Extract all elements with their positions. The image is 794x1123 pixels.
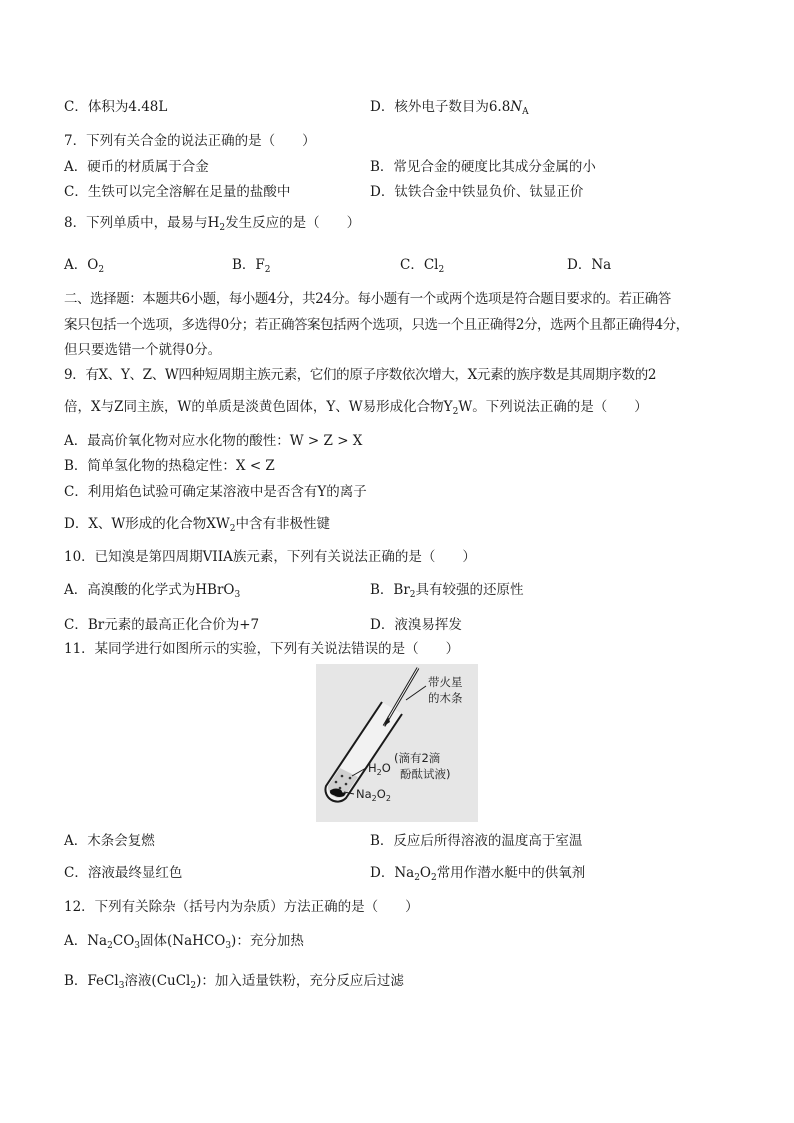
q6-option-c: C．体积为4.48L — [64, 99, 168, 115]
figure-label-note-1: (滴有2滴 — [394, 751, 441, 765]
section2-instructions-line2: 案只包括一个选项，多选得0分；若正确答案包括两个选项，只选一个且正确得2分，选两个且都正确得4分， — [64, 317, 689, 333]
q12-option-a: A．$Na_2CO_3$固体(NaHCO$_3$)：充分加热 — [64, 933, 304, 951]
q11-option-a: A．木条会复燃 — [64, 833, 155, 849]
q9-option-b: B．简单氢化物的热稳定性：X < Z — [64, 458, 275, 474]
q8-option-c: C．$Cl_2$ — [400, 257, 445, 275]
q11-option-b: B．反应后所得溶液的温度高于室温 — [370, 833, 583, 849]
q10-option-c: C．Br元素的最高正化合价为+7 — [64, 617, 260, 633]
q11-stem: 11．某同学进行如图所示的实验，下列有关说法错误的是（ ） — [64, 641, 460, 657]
figure-label-water: $H_2O$ — [368, 761, 391, 777]
q7-option-a: A．硬币的材质属于合金 — [64, 159, 209, 175]
q7-option-d: D．钛铁合金中铁显负价、钛显正价 — [370, 184, 584, 200]
figure-label-splint-2: 的木条 — [428, 691, 463, 705]
q10-option-b: B．$Br_2$具有较强的还原性 — [370, 582, 524, 600]
q9-stem-line1: 9．有X、Y、Z、W四种短周期主族元素，它们的原子序数依次增大，X元素的族序数是其周期序数的2 — [64, 367, 657, 383]
q11-experiment-figure — [316, 664, 478, 822]
q8-option-d: D．Na — [567, 257, 612, 273]
figure-label-note-2: 酚酞试液) — [400, 767, 451, 781]
q10-option-d: D．液溴易挥发 — [370, 617, 462, 633]
q12-option-b: B．FeCl$_3$溶液(CuCl$_2$)：加入适量铁粉，充分反应后过滤 — [64, 973, 404, 991]
q9-option-d: D．X、W形成的化合物$XW_2$中含有非极性键 — [64, 516, 331, 534]
figure-label-splint-1: 带火星 — [428, 675, 463, 689]
q9-stem-line2: 倍，X与Z同主族，W的单质是淡黄色固体，Y、W易形成化合物$Y_2W$。下列说法正确的是（ ） — [64, 399, 648, 417]
q6-option-d: D．核外电子数目为$6.8N_A$ — [370, 99, 529, 117]
q8-option-b: B．$F_2$ — [232, 257, 271, 275]
q8-stem: 8．下列单质中，最易与$H_2$发生反应的是（ ） — [64, 215, 361, 233]
q9-option-c: C．利用焰色试验可确定某溶液中是否含有Y的离子 — [64, 484, 367, 500]
q7-stem: 7．下列有关合金的说法正确的是（ ） — [64, 133, 316, 149]
q10-stem: 10．已知溴是第四周期VIIA族元素，下列有关说法正确的是（ ） — [64, 549, 476, 565]
q8-option-a: A．$O_2$ — [64, 257, 105, 275]
q7-option-b: B．常见合金的硬度比其成分金属的小 — [370, 159, 596, 175]
q12-stem: 12．下列有关除杂（括号内为杂质）方法正确的是（ ） — [64, 899, 419, 915]
q7-option-c: C．生铁可以完全溶解在足量的盐酸中 — [64, 184, 291, 200]
q11-option-c: C．溶液最终显红色 — [64, 865, 183, 881]
figure-label-sodium-peroxide: $Na_2O_2$ — [356, 787, 391, 803]
q10-option-a: A．高溴酸的化学式为HBrO$_3$ — [64, 582, 241, 600]
section2-instructions-line1: 二、选择题：本题共6小题，每小题4分，共24分。每小题有一个或两个选项是符合题目要求的。若正确答 — [64, 291, 671, 307]
q9-option-a: A．最高价氧化物对应水化物的酸性：W > Z > X — [64, 433, 363, 449]
section2-instructions-line3: 但只要选错一个就得0分。 — [64, 342, 222, 358]
q11-option-d: D．$Na_2O_2$常用作潜水艇中的供氧剂 — [370, 865, 586, 883]
